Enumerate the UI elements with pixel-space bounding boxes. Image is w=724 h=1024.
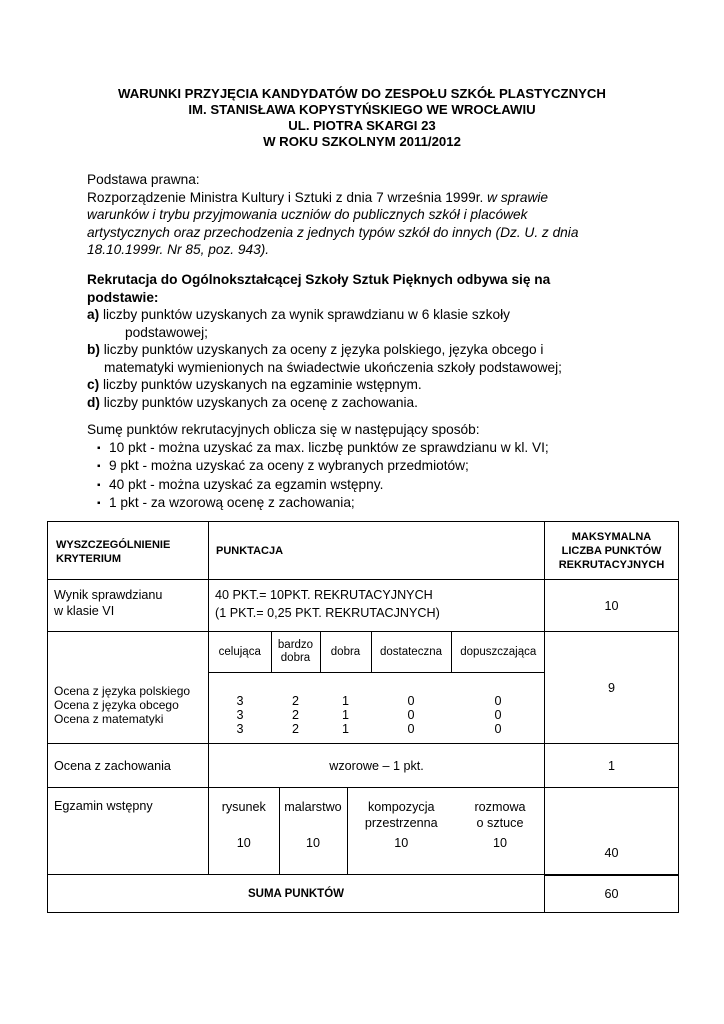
- recruitment-item-b: b) liczby punktów uzyskanych za oceny z języka polskiego, języka obcego i: [87, 342, 544, 357]
- header-scoring: PUNKTACJA: [209, 522, 545, 580]
- recruitment-heading-2: podstawie:: [87, 289, 159, 305]
- legal-text-plain: Rozporządzenie Ministra Kultury i Sztuki z dnia 7 września 1999r.: [87, 189, 488, 205]
- exam-points: 10: [209, 834, 279, 874]
- header-max-points: MAKSYMALNA LICZBA PUNKTÓW REKRUTACYJNYCH: [545, 522, 679, 580]
- exam-parts: [209, 788, 545, 875]
- grade-values-column: 2 2 2: [291, 693, 299, 736]
- points-sum-section: [87, 421, 647, 513]
- grade-header: bardzo dobra: [271, 632, 320, 672]
- exam-part: rozmowa o sztuce: [474, 800, 526, 830]
- recruitment-item-c: c) liczby punktów uzyskanych na egzaminie wstępnym.: [87, 377, 422, 392]
- exam-part: rysunek: [209, 788, 279, 834]
- behavior-label: Ocena z zachowania: [48, 744, 209, 788]
- grades-inner-table: [209, 632, 545, 736]
- exam-inner-table: [209, 788, 546, 874]
- title-line-1: WARUNKI PRZYJĘCIA KANDYDATÓW DO ZESPOŁU SZKÓŁ PLASTYCZNYCH: [118, 86, 606, 101]
- title-line-3: UL. PIOTRA SKARGI 23: [288, 118, 436, 133]
- bullet-icon: ▪: [97, 479, 101, 491]
- grade-header: dostateczna: [371, 632, 451, 672]
- legal-basis-label: Podstawa prawna:: [87, 172, 200, 187]
- header-criterion: WYSZCZEGÓLNIENIE KRYTERIUM: [48, 522, 209, 580]
- table-total-row: [48, 875, 679, 913]
- test-max: 10: [545, 580, 679, 632]
- points-bullet: ▪ 10 pkt - można uzyskać za max. liczbę punktów ze sprawdzianu w kl. VI;: [87, 439, 647, 458]
- table-row: [48, 580, 679, 632]
- scoring-table: [47, 521, 679, 913]
- legal-text-italic-1: w sprawie: [487, 189, 549, 205]
- table-row: [48, 788, 679, 875]
- legal-basis-section: [87, 171, 647, 259]
- behavior-rule: wzorowe – 1 pkt.: [209, 744, 545, 788]
- grade-values-column: 1 1 1: [341, 693, 349, 736]
- points-bullet: ▪ 9 pkt - można uzyskać za oceny z wybranych przedmiotów;: [87, 457, 647, 476]
- recruitment-item-b-cont: matematyki wymienionych na świadectwie ukończenia szkoły podstawowej;: [104, 359, 562, 375]
- exam-max: 40: [545, 788, 679, 875]
- table-row: [48, 744, 679, 788]
- recruitment-item-d: d) liczby punktów uzyskanych za ocenę z zachowania.: [87, 394, 418, 410]
- grade-values-column: 3 3 3: [236, 693, 244, 736]
- recruitment-item-a: a) liczby punktów uzyskanych za wynik sprawdzianu w 6 klasie szkoły: [87, 307, 510, 322]
- recruitment-heading-1: Rekrutacja do Ogólnokształcącej Szkoły Sztuk Pięknych odbywa się na: [87, 272, 551, 287]
- title-line-4: W ROKU SZKOLNYM 2011/2012: [263, 134, 461, 149]
- grade-header: celująca: [209, 632, 271, 672]
- total-label: SUMA PUNKTÓW: [48, 875, 545, 913]
- exam-part: malarstwo: [279, 788, 347, 834]
- points-bullet: ▪ 1 pkt - za wzorową ocenę z zachowania;: [87, 494, 647, 513]
- grade-header: dopuszczająca: [451, 632, 545, 672]
- test-rule: 40 PKT.= 10PKT. REKRUTACYJNYCH (1 PKT.= 0,25 PKT. REKRUTACJNYCH): [209, 580, 545, 632]
- table-header-row: [48, 522, 679, 580]
- grade-values-column: 0 0 0: [494, 693, 502, 736]
- legal-text-italic-2: warunków i trybu przyjmowania uczniów do publicznych szkół i placówek: [87, 207, 528, 222]
- bullet-icon: ▪: [97, 461, 101, 472]
- exam-label: Egzamin wstępny: [48, 788, 209, 875]
- exam-points: 10: [492, 836, 507, 850]
- points-sum-intro: Sumę punktów rekrutacyjnych oblicza się w następujący sposób:: [87, 422, 480, 437]
- points-bullet: ▪ 40 pkt - można uzyskać za egzamin wstępny.: [87, 476, 647, 495]
- legal-basis-text: [87, 189, 647, 207]
- grades-subjects: Ocena z języka polskiego Ocena z języka obcego Ocena z matematyki: [48, 632, 209, 744]
- document-title: [0, 86, 724, 150]
- bullet-icon: ▪: [97, 498, 101, 509]
- behavior-max: 1: [545, 744, 679, 788]
- recruitment-item-a-cont: podstawowej;: [125, 324, 208, 340]
- legal-text-italic-4: 18.10.1999r. Nr 85, poz. 943).: [87, 242, 270, 257]
- table-row: [48, 632, 679, 744]
- total-max: 60: [545, 875, 679, 913]
- grade-values-column: 0 0 0: [407, 693, 415, 736]
- title-line-2: IM. STANISŁAWA KOPYSTYŃSKIEGO WE WROCŁAWIU: [188, 102, 536, 117]
- exam-points: 10: [394, 836, 409, 850]
- exam-points: 10: [279, 834, 347, 874]
- legal-text-italic-3: artystycznych oraz przechodzenia z jednych typów szkół do innych (Dz. U. z dnia: [87, 224, 579, 240]
- recruitment-section: [87, 271, 647, 411]
- exam-part: kompozycja przestrzenna: [364, 800, 438, 830]
- grades-max: 9: [545, 632, 679, 744]
- grade-header: dobra: [320, 632, 371, 672]
- bullet-icon: ▪: [97, 442, 101, 454]
- grades-scale: [209, 632, 545, 744]
- test-label: Wynik sprawdzianu w klasie VI: [48, 580, 209, 632]
